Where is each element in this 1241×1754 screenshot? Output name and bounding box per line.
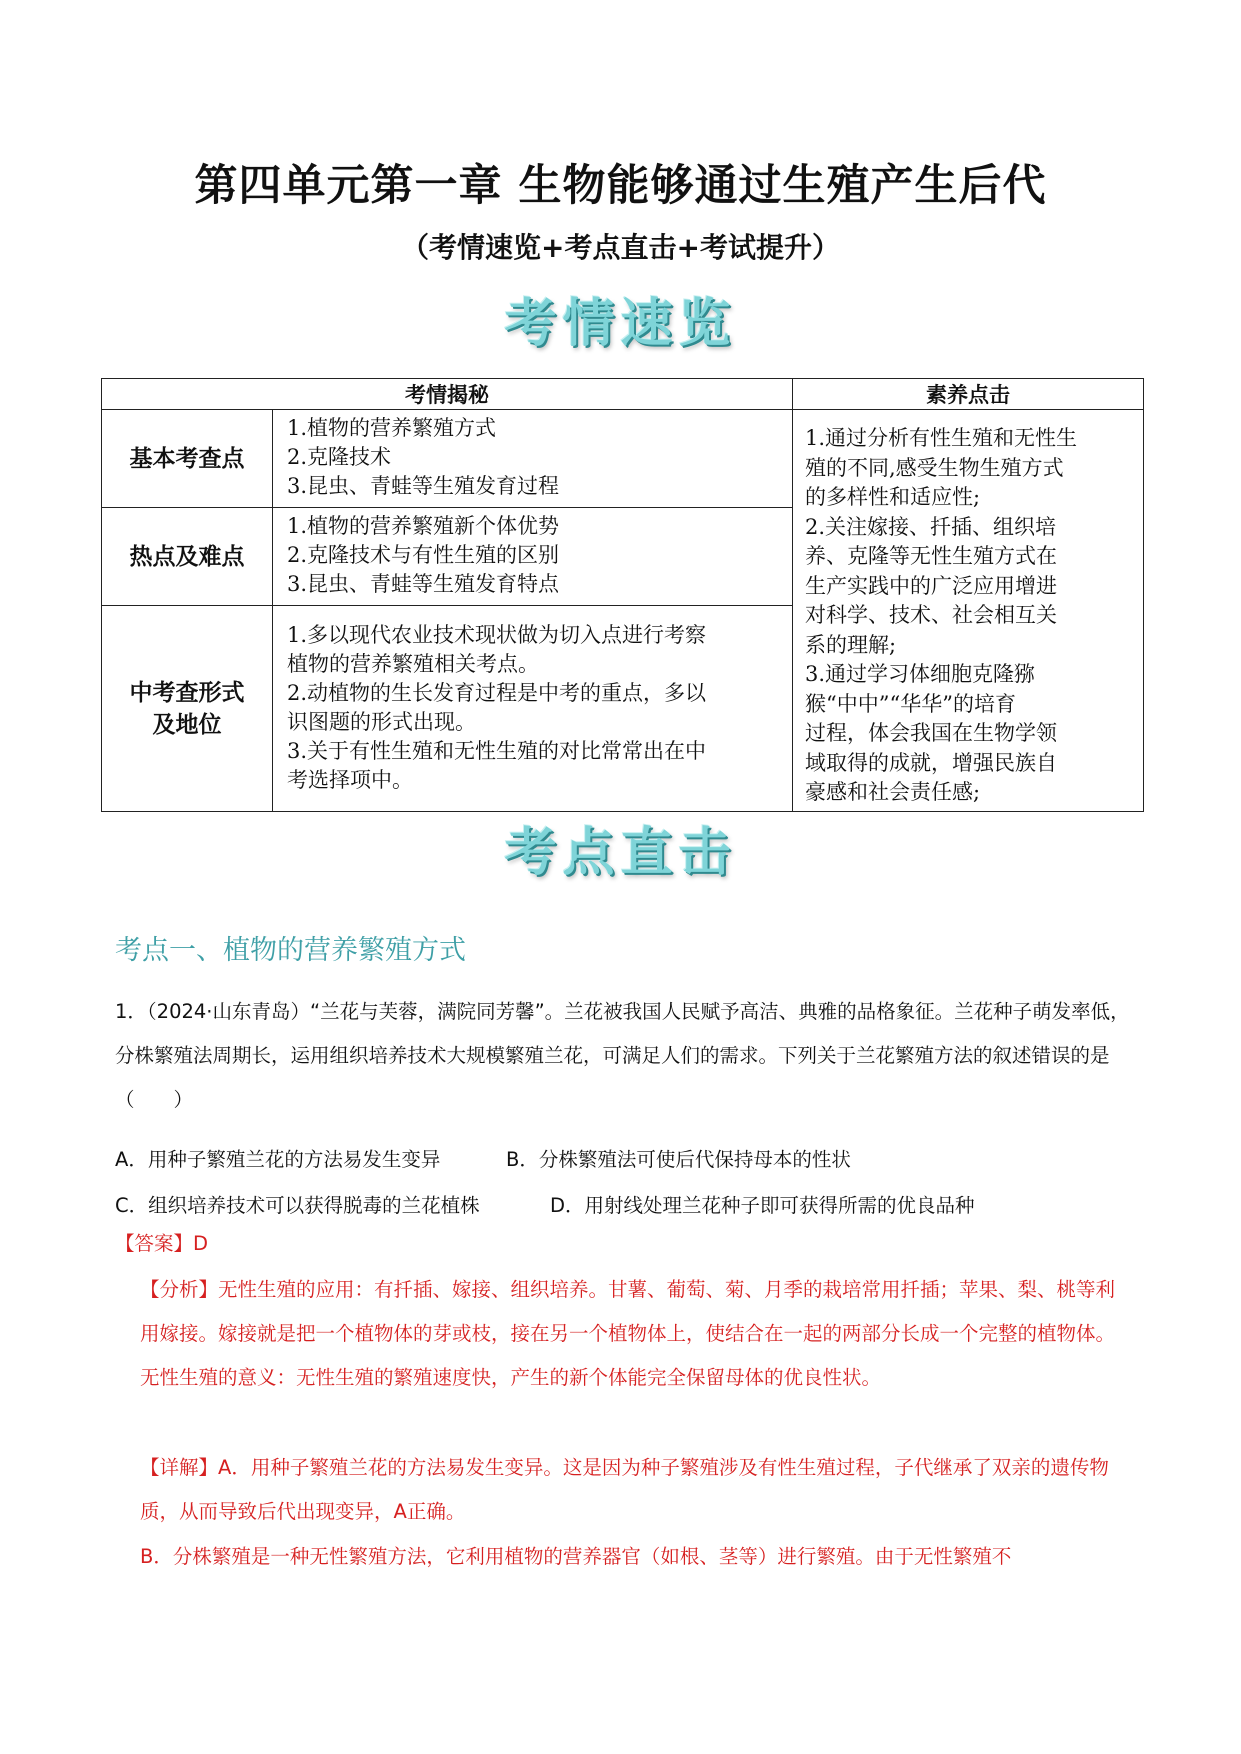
literacy-line: 猴“中中”“华华”的培育 — [805, 691, 1016, 716]
header-right: 素养点击 — [793, 379, 1144, 410]
row-line: 1.多以现代农业技术现状做为切入点进行考察 — [287, 622, 707, 647]
banner-key-points: 考点直击 — [504, 822, 737, 883]
overview-table — [101, 378, 1144, 812]
row-line: 2.动植物的生长发育过程是中考的重点，多以 — [287, 680, 707, 705]
answer: 【答案】D — [115, 1232, 209, 1255]
literacy-line: 过程，体会我国在生物学领 — [805, 721, 1057, 745]
literacy-line: 系的理解; — [805, 632, 897, 657]
row-content — [273, 606, 793, 812]
row-line: 3.昆虫、青蛙等生殖发育特点 — [287, 572, 560, 596]
question-stem: 1．（2024·山东青岛）“兰花与芙蓉，满院同芳馨”。兰花被我国人民赋予高洁、典雅的品格象征。兰花种子萌发率低，分株繁殖法周期长，运用组织培养技术大规模繁殖兰花，可满足人们的需求。下列关于兰花繁殖方法的叙述错误的是（ ） — [115, 1000, 1130, 1111]
row-head — [102, 606, 273, 812]
header-left: 考情揭秘 — [102, 379, 793, 410]
row-content — [273, 410, 793, 508]
row-line: 识图题的形式出现。 — [287, 709, 476, 734]
row-line: 1.植物的营养繁殖新个体优势 — [287, 514, 560, 538]
literacy-line: 豪感和社会责任感; — [805, 780, 981, 804]
row-line: 2.克隆技术与有性生殖的区别 — [287, 543, 560, 567]
row-content — [273, 508, 793, 606]
detail-tag: 【详解】 — [140, 1456, 219, 1479]
row-head: 热点及难点 — [102, 508, 273, 606]
table-row — [102, 410, 1144, 508]
literacy-line: 3.通过学习体细胞克隆猕 — [805, 662, 1036, 686]
option-a: A．用种子繁殖兰花的方法易发生变异 — [115, 1148, 441, 1171]
literacy-line: 域取得的成就，增强民族自 — [805, 750, 1057, 775]
table-header-row — [102, 379, 1144, 410]
literacy-line: 对科学、技术、社会相互关 — [805, 603, 1057, 627]
literacy-cell — [793, 410, 1144, 812]
row-line: 1.植物的营养繁殖方式 — [287, 416, 497, 440]
literacy-line: 殖的不同,感受生物生殖方式 — [805, 455, 1064, 480]
analysis — [140, 1268, 1130, 1400]
detail-b: B．分株繁殖是一种无性繁殖方法，它利用植物的营养器官（如根、茎等）进行繁殖。由于无性繁殖不 — [140, 1545, 1012, 1568]
row-line: 考选择项中。 — [287, 767, 413, 792]
literacy-line: 的多样性和适应性; — [805, 485, 981, 509]
literacy-line: 生产实践中的广泛应用增进 — [805, 573, 1057, 598]
literacy-line: 1.通过分析有性生殖和无性生 — [805, 426, 1078, 450]
banner-overview: 考情速览 — [504, 293, 737, 354]
row-line: 2.克隆技术 — [287, 445, 392, 469]
row-head-line: 及地位 — [152, 711, 222, 738]
literacy-line: 2.关注嫁接、扦插、组织培 — [805, 514, 1057, 539]
row-head-line: 中考查形式 — [129, 679, 245, 706]
detail-a — [140, 1446, 1130, 1534]
section-title: 考点一、植物的营养繁殖方式 — [115, 935, 466, 966]
analysis-text: 无性生殖的应用：有扦插、嫁接、组织培养。甘薯、葡萄、菊、月季的栽培常用扦插；苹果、梨、桃等利用嫁接。嫁接就是把一个植物体的芽或枝，接在另一个植物体上，使结合在一起的两部分长成一个完整的植物体。 无性生殖的意义：无性生殖的繁殖速度快，产生的新个体能完全保留母体的优良性状。 — [140, 1278, 1116, 1389]
page-title: 第四单元第一章 生物能够通过生殖产生后代 — [194, 161, 1047, 211]
row-line: 3.昆虫、青蛙等生殖发育过程 — [287, 474, 560, 498]
option-d: D．用射线处理兰花种子即可获得所需的优良品种 — [550, 1194, 975, 1217]
page-subtitle: （考情速览+考点直击+考试提升） — [401, 231, 840, 264]
detail-a-text: A．用种子繁殖兰花的方法易发生变异。这是因为种子繁殖涉及有性生殖过程，子代继承了双亲的遗传物质，从而导致后代出现变异，A正确。 — [140, 1456, 1109, 1523]
analysis-tag: 【分析】 — [140, 1278, 219, 1301]
option-b: B．分株繁殖法可使后代保持母本的性状 — [506, 1148, 851, 1171]
row-line: 3.关于有性生殖和无性生殖的对比常常出在中 — [287, 738, 707, 763]
option-c: C．组织培养技术可以获得脱毒的兰花植株 — [115, 1194, 480, 1217]
row-line: 植物的营养繁殖相关考点。 — [287, 651, 539, 676]
row-head: 基本考查点 — [102, 410, 273, 508]
literacy-line: 养、克隆等无性生殖方式在 — [805, 544, 1057, 568]
